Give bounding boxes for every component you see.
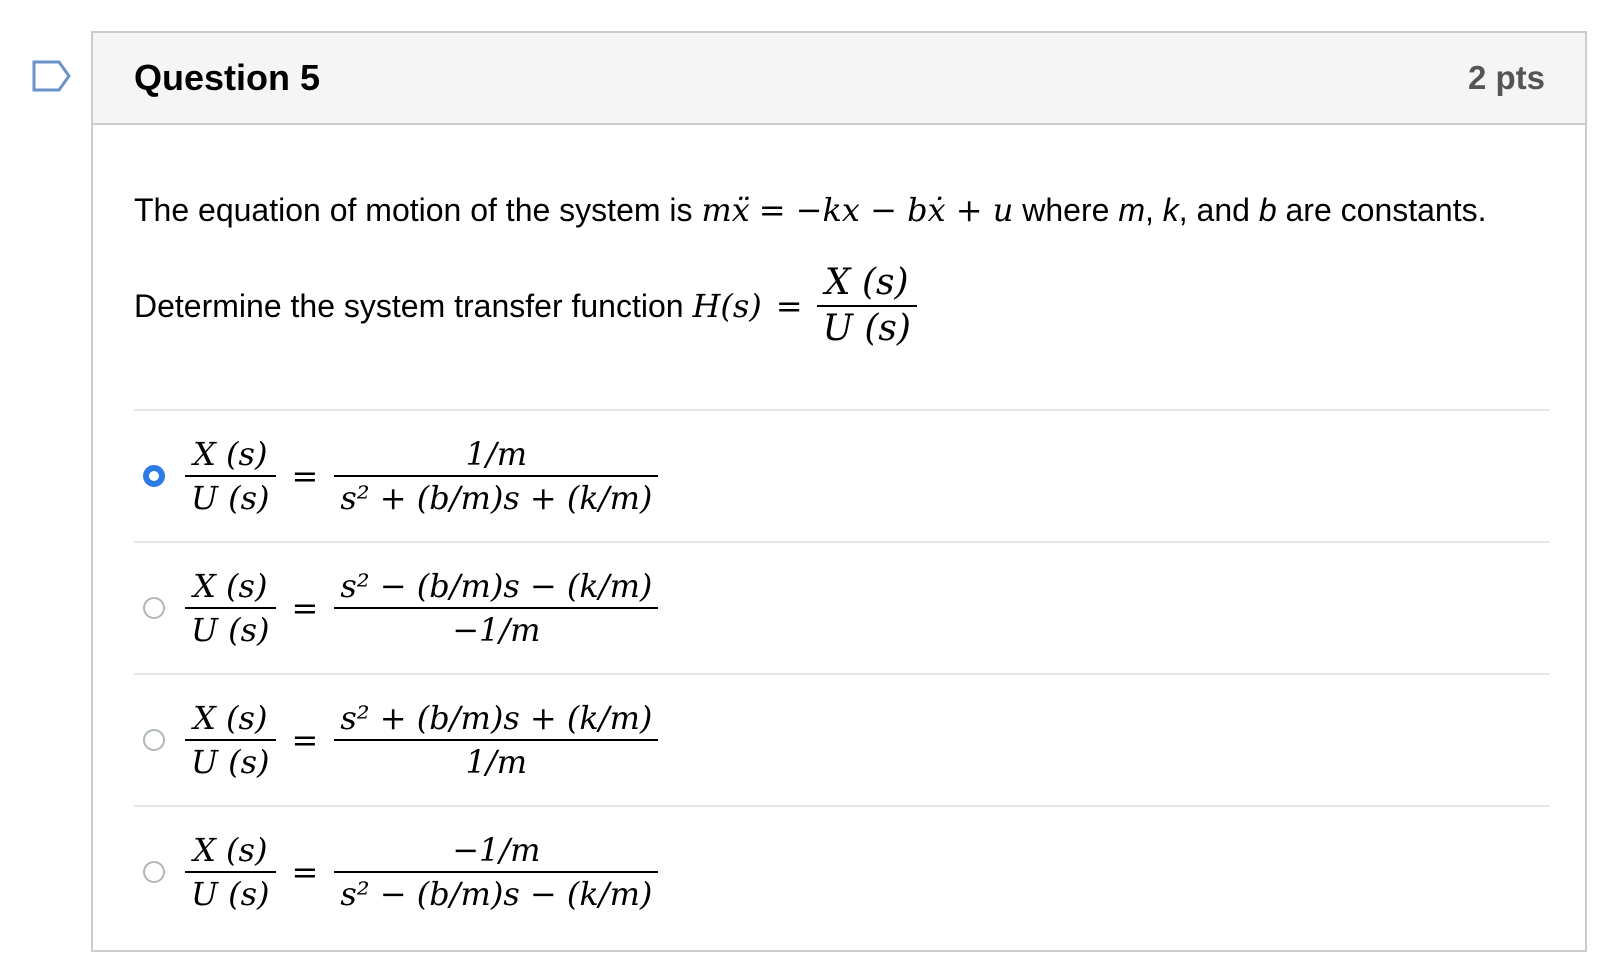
transfer-function-symbol: H(s) xyxy=(692,287,762,325)
answer-option-4[interactable]: $\frac{X (s)}{U (s)}$ = $\frac{-1/m}{\text{s² − (b/m)s − (k/m)}}$ xyxy=(134,805,1550,937)
question-text-line-2: Determine the system transfer function H(s) = $\frac{X (s)}{U (s)}$ xyxy=(134,261,917,351)
transfer-function-fraction: $\frac{X (s)}{U (s)}$ xyxy=(817,261,917,351)
question-points: 2 pts xyxy=(1467,59,1545,96)
question-card xyxy=(91,31,1587,952)
equation-rhs: −kx − bẋ + u xyxy=(795,191,1014,229)
radio-button[interactable] xyxy=(143,729,165,751)
question-title: Question 5 xyxy=(134,57,321,98)
radio-button[interactable] xyxy=(143,597,165,619)
answer-option-3[interactable]: $\frac{X (s)}{U (s)}$ = $\frac{\text{s² + (b/m)s + (k/m)}}{1/m}$ xyxy=(134,673,1550,805)
answer-option-2[interactable]: $\frac{X (s)}{U (s)}$ = $\frac{\text{s² − (b/m)s − (k/m)}}{-1/m}$ xyxy=(134,541,1550,673)
answer-option-1[interactable]: $\frac{X (s)}{U (s)}$ = $\frac{1/m}{\text{s² + (b/m)s + (k/m)}}$ xyxy=(134,409,1550,541)
bookmark-flag-icon[interactable] xyxy=(32,60,72,92)
equation-lhs: mẍ xyxy=(701,191,750,229)
radio-button[interactable] xyxy=(143,861,165,883)
answer-list xyxy=(134,409,1550,937)
question-header xyxy=(93,33,1585,125)
question-text-line-1: The equation of motion of the system is mẍ = −kx − bẋ + u where m, k, and b are constants. xyxy=(134,191,1487,229)
radio-button-selected[interactable] xyxy=(143,465,165,487)
